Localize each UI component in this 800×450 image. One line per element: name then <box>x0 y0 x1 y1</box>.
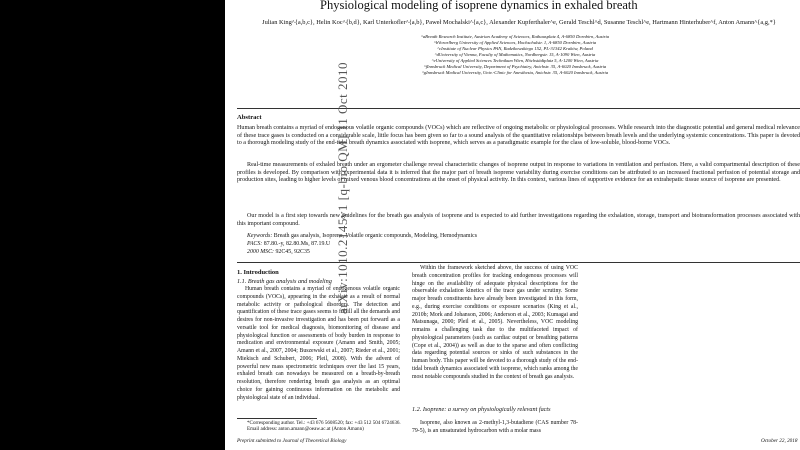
arxiv-watermark: arXiv:1010.2145v1 [q-bio.QM] 11 Oct 2010 <box>335 61 350 315</box>
pacs-label: PACS: <box>247 241 263 247</box>
paper-page <box>225 0 800 450</box>
footnote-corresponding-author: *Corresponding author. Tel.: +43 676 5608520; fax: +43 512 504 6724636. <box>247 420 401 426</box>
abstract-heading: Abstract <box>237 114 262 121</box>
footer-date: October 22, 2018 <box>761 438 798 444</box>
affiliation-f: ^fInnsbruck Medical University, Department of Psychiatry, Anichstr. 35, A-6020 Innsbruck, Austria <box>423 64 607 69</box>
keywords-line <box>247 233 477 240</box>
intro-left-column: Human breath contains a myriad of endogenous volatile organic compounds (VOCs), appearing in the exhalate as a result of normal metabolic activity or pathological disorders. The detection and quantification of these trace gases seems to fulfill all the demands and desires for non-invasive investigation and has been put forward as a versatile tool for medical diagnosis, biomonitoring of disease and physiological function or assessments of body burden in response to medication and environmental exposure (Amann and Smith, 2005; Amann et al., 2007, 2004; Buszewski et al., 2007; Rieder et al., 2001; Miekisch and Schubert, 2006; Pleil, 2008). With the advent of powerful new mass spectrometric techniques over the last 15 years, exhaled breath can nowadays be measured on a breath-by-breath resolution, therefore rendering breath gas analysis as an optimal choice for gaining continuous information on the metabolic and physiological state of an individual. <box>237 286 400 401</box>
abstract-paragraph-1: Human breath contains a myriad of endogenous volatile organic compounds (VOCs) which are reflective of ongoing metabolic or physiological processes. While research into the diagnostic potential and general medical relevance of these trace gases is conducted on a considerable scale, little focus has been given so far to a sound analysis of the quantitative relationships between breath levels and the underlying systemic concentrations. This paper is devoted to a thorough modeling study of the end-tidal breath dynamics associated with isoprene, which serves as a paradigmatic example for the class of low-soluble, blood-borne VOCs. <box>237 125 800 147</box>
author-list: Julian King^{a,b,c}, Helin Koc^{b,d}, Karl Unterkofler^{a,b}, Paweł Mochalski^{a,c}, Alexander Kupferthaler^e, Gerald Teschl^d, Susanne Teschl^e, Hartmann Hinterhuber^f, Anton Amann^{a,g,*} <box>262 19 776 26</box>
pacs-value: 87.80.-y, 82.80.Ms, 87.19.U <box>263 241 331 247</box>
affiliation-c: ^cInstitute of Nuclear Physics PAN, Radzikowskiego 152, PL-31342 Kraków, Poland <box>437 46 593 51</box>
isoprene-paragraph: Isoprene, also known as 2-methyl-1,3-butadiene (CAS number 78-79-5), is an unsaturated hydrocarbon with a molar mass <box>412 420 578 434</box>
affiliation-g: ^gInnsbruck Medical University, Univ.-Clinic for Anesthesia, Anichstr. 35, A-6020 Innsbruck, Austria <box>421 70 609 75</box>
footnote-rule <box>237 418 317 419</box>
pacs-line <box>247 241 330 248</box>
msc-value: 92C45, 92C35 <box>275 249 310 255</box>
keywords-value: Breath gas analysis, Isoprene, Volatile organic compounds, Modeling, Hemodynamics <box>273 233 477 239</box>
footnote-email: Email address: anton.amann@oeaw.ac.at (Anton Amann) <box>247 426 364 432</box>
affiliation-e: ^eUniversity of Applied Sciences Technikum Wien, Höchstädtplatz 5, A-1200 Wien, Austria <box>431 58 599 63</box>
msc-label: 2000 MSC: <box>247 249 274 255</box>
keywords-label: Keywords: <box>247 233 273 239</box>
preprint-footer: Preprint submitted to Journal of Theoretical Biology <box>237 438 347 444</box>
section-introduction-heading: 1. Introduction <box>237 269 279 276</box>
msc-line <box>247 249 310 256</box>
subsection-1-1-heading: 1.1. Breath gas analysis and modeling <box>237 278 332 285</box>
affiliation-b: ^bVorarlberg University of Applied Sciences, Hochschulstr. 1, A-6850 Dornbirn, Austria <box>433 40 597 45</box>
intro-right-column: Within the framework sketched above, the success of using VOC breath concentration profiles for tracking endogenous processes will hinge on the availability of adequate physical descriptions for the observable exhalation kinetics of the trace gas under scrutiny. Some major breath constituents have already been investigated in this form, e.g., during exercise conditions or exposure scenarios (King et al., 2010b; Mork and Johanson, 2006; Anderson et al., 2003; Kumagai and Matsunaga, 2000; Pleil et al., 2005). Nevertheless, VOC modeling remains a challenging task due to the multifaceted impact of physiological parameters (such as cardiac output or breathing patterns (Cope et al., 2004)) as well as due to the sparse and often conflicting data regarding potential sources or sinks of such substances in the human body. This paper will be devoted to a thorough study of the end-tidal breath dynamics associated with isoprene, which ranks among the most notable compounds studied in the context of breath gas analysis. <box>412 265 578 380</box>
affiliation-a: ^aBreath Research Institute, Austrian Academy of Sciences, Rathausplatz 4, A-6850 Dornbirn, Austria <box>420 34 610 39</box>
paper-title: Physiological modeling of isoprene dynamics in exhaled breath <box>320 0 638 12</box>
abstract-top-rule <box>237 108 800 109</box>
subsection-1-2-heading: 1.2. Isoprene: a survey on physiologically relevant facts <box>412 406 551 413</box>
abstract-bottom-rule <box>237 262 800 263</box>
abstract-paragraph-2: Real-time measurements of exhaled breath under an ergometer challenge reveal characteristic changes of isoprene output in response to variations in ventilation and perfusion. Here, a valid compartmental description of these profiles is developed. By comparison with experimental data it is inferred that the major part of breath isoprene variability during exercise conditions can be attributed to an increased fractional perfusion of potential storage and production sites, leading to higher levels of mixed venous blood concentrations at the onset of physical activity. In this context, various lines of supportive evidence for an extrahepatic tissue source of isoprene are presented. <box>237 162 800 184</box>
affiliation-d: ^dUniversity of Vienna, Faculty of Mathematics, Nordbergstr. 15, A-1090 Wien, Austria <box>434 52 596 57</box>
abstract-paragraph-3: Our model is a first step towards new guidelines for the breath gas analysis of isoprene and is expected to aid further investigations regarding the exhalation, storage, transport and biotransformation processes associated with this important compound. <box>237 213 800 227</box>
